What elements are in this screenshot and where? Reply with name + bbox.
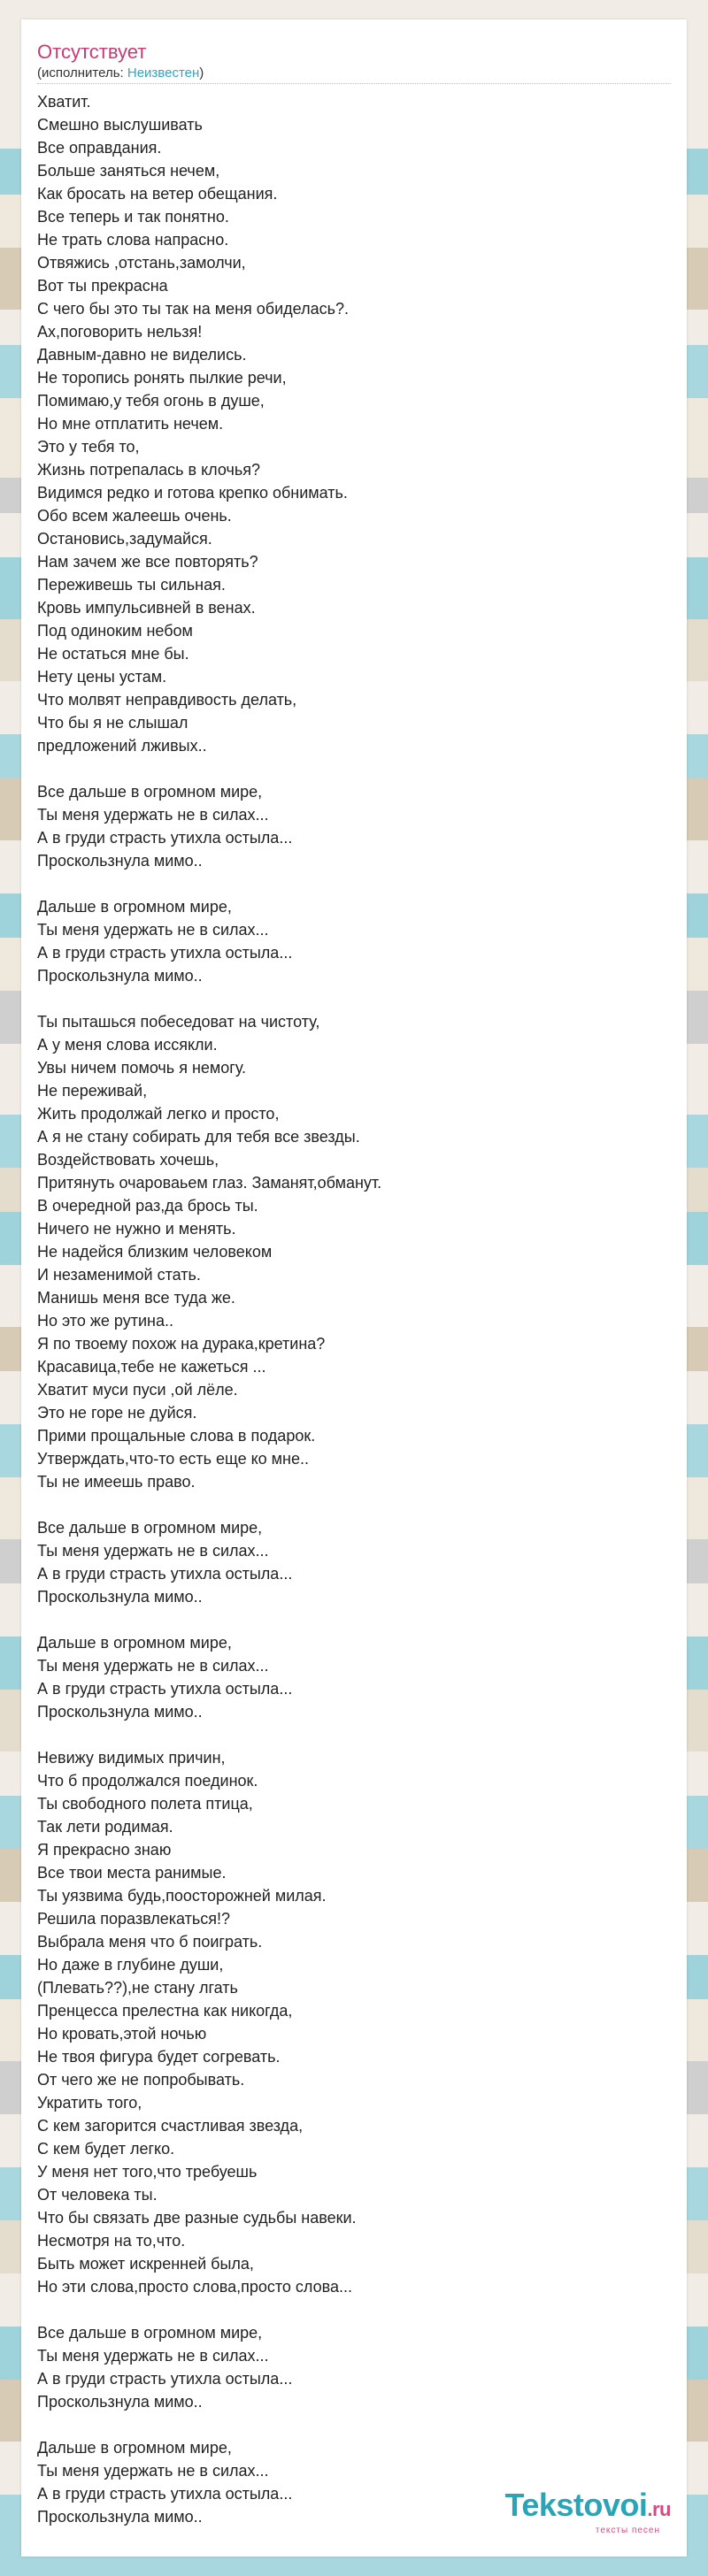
lyric-line: Не трать слова напрасно. (37, 231, 229, 249)
lyric-line: Смешно выслушивать (37, 116, 203, 134)
lyric-line: Все оправдания. (37, 139, 162, 157)
lyric-line: А я не стану собирать для тебя все звезды. (37, 1128, 360, 1146)
lyric-line: Все теперь и так понятно. (37, 208, 229, 226)
lyric-line: Что молвят неправдивость делать, (37, 691, 297, 709)
lyric-line: От чего же не попробывать. (37, 2071, 245, 2089)
lyric-line: А в груди страсть утихла остыла... (37, 1565, 293, 1583)
lyric-line: Ты пыташься побеседоват на чистоту, (37, 1013, 320, 1031)
lyric-line: Увы ничем помочь я немогу. (37, 1059, 247, 1077)
lyric-line: Ты свободного полета птица, (37, 1795, 253, 1813)
lyric-line: Ах,поговорить нельзя! (37, 323, 203, 341)
stanza-gap (37, 872, 671, 895)
lyric-line: Ты уязвима будь,поосторожней милая. (37, 1887, 327, 1905)
lyric-line: Ничего не нужно и менять. (37, 1220, 236, 1238)
lyric-line: Ты меня удержать не в силах... (37, 1657, 269, 1675)
lyric-line: Под одиноким небом (37, 622, 193, 640)
lyric-line: Не твоя фигура будет согревать. (37, 2048, 281, 2066)
lyrics-text (37, 90, 671, 2528)
lyric-line: Видимся редко и готова крепко обнимать. (37, 484, 348, 502)
lyric-line: Обо всем жалеешь очень. (37, 507, 232, 525)
lyric-line: А в груди страсть утихла остыла... (37, 2370, 293, 2388)
lyric-line: Решила поразвлекаться!? (37, 1910, 230, 1928)
song-title: Отсутствует (37, 41, 147, 63)
lyric-line: Не торопись ронять пылкие речи, (37, 369, 287, 387)
lyric-line: Нам зачем же все повторять? (37, 553, 258, 571)
lyric-line: Больше заняться нечем, (37, 162, 220, 180)
lyric-line: Это у тебя то, (37, 438, 140, 456)
lyric-line: Это не горе не дуйся. (37, 1404, 197, 1422)
lyric-line: Кровь импульсивней в венах. (37, 599, 256, 617)
lyric-line: Невижу видимых причин, (37, 1749, 226, 1767)
lyric-line: Выбрала меня что б поиграть. (37, 1933, 263, 1951)
stanza-gap (37, 757, 671, 780)
lyric-line: Не остаться мне бы. (37, 645, 189, 663)
lyric-line: Проскользнула мимо.. (37, 1588, 203, 1606)
lyric-line: Укратить того, (37, 2094, 142, 2112)
lyric-line: Все дальше в огромном мире, (37, 783, 263, 801)
lyric-line: Несмотря на то,что. (37, 2232, 186, 2250)
lyric-line: Проскользнула мимо.. (37, 852, 203, 870)
lyric-line: Ты меня удержать не в силах... (37, 1542, 269, 1560)
lyric-line: С кем загорится счастливая звезда, (37, 2117, 304, 2135)
lyric-line: Давным-давно не виделись. (37, 346, 247, 364)
stanza-gap (37, 1723, 671, 1746)
lyric-line: Манишь меня все туда же. (37, 1289, 235, 1307)
artist-prefix: (исполнитель: (37, 65, 127, 80)
lyric-line: Все дальше в огромном мире, (37, 1519, 263, 1537)
lyric-line: Что б продолжался поединок. (37, 1772, 258, 1790)
lyric-line: Что бы я не слышал (37, 714, 189, 732)
lyric-line: А в груди страсть утихла остыла... (37, 944, 293, 962)
lyric-line: Ты меня удержать не в силах... (37, 921, 269, 939)
lyric-line: А у меня слова иссякли. (37, 1036, 218, 1054)
lyric-line: Помимаю,у тебя огонь в душе, (37, 392, 265, 410)
lyric-line: Как бросать на ветер обещания. (37, 185, 278, 203)
stanza-gap (37, 1493, 671, 1516)
lyric-line: От человека ты. (37, 2186, 158, 2204)
lyric-line: Остановись,задумайся. (37, 530, 212, 548)
lyric-line: Проскользнула мимо.. (37, 2508, 203, 2526)
lyric-line: Дальше в огромном мире, (37, 1634, 232, 1652)
lyric-line: Быть может искренней была, (37, 2255, 254, 2273)
stanza-gap (37, 2413, 671, 2436)
lyric-line: Проскользнула мимо.. (37, 1703, 203, 1721)
lyric-line: предложений лживых.. (37, 737, 207, 755)
lyric-line: Отвяжись ,отстань,замолчи, (37, 254, 246, 272)
lyric-line: Ты не имеешь право. (37, 1473, 196, 1491)
lyric-line: Прими прощальные слова в подарок. (37, 1427, 316, 1445)
logo-name: Tekstovoi (504, 2487, 648, 2523)
lyric-line: Не переживай, (37, 1082, 148, 1100)
lyric-line: Жизнь потрепалась в клочья? (37, 461, 260, 479)
lyric-line: Я по твоему похож на дурака,кретина? (37, 1335, 326, 1353)
lyric-line: А в груди страсть утихла остыла... (37, 829, 293, 847)
lyric-line: Дальше в огромном мире, (37, 2439, 232, 2457)
lyric-line: А в груди страсть утихла остыла... (37, 2485, 293, 2503)
lyric-line: Но мне отплатить нечем. (37, 415, 224, 433)
lyric-line: Красавица,тебе не кажеться ... (37, 1358, 266, 1376)
logo-tagline: тексты песен (595, 2526, 660, 2535)
stanza-gap (37, 1608, 671, 1631)
lyric-line: Но даже в глубине души, (37, 1956, 224, 1974)
lyric-line: (Плевать??),не стану лгать (37, 1979, 238, 1997)
lyric-line: С кем будет легко. (37, 2140, 175, 2158)
lyrics-card (21, 19, 687, 2557)
lyric-line: Проскользнула мимо.. (37, 967, 203, 985)
lyric-line: Переживешь ты сильная. (37, 576, 226, 594)
lyric-line: Ты меня удержать не в силах... (37, 806, 269, 824)
lyric-line: Но кровать,этой ночью (37, 2025, 207, 2043)
lyric-line: Хватит муси пуси ,ой лёле. (37, 1381, 238, 1399)
lyric-line: А в груди страсть утихла остыла... (37, 1680, 293, 1698)
lyric-line: Жить продолжай легко и просто, (37, 1105, 280, 1123)
lyric-line: У меня нет того,что требуешь (37, 2163, 258, 2181)
lyric-line: Что бы связать две разные судьбы навеки. (37, 2209, 357, 2227)
lyric-line: Все дальше в огромном мире, (37, 2324, 263, 2342)
artist-line (37, 65, 204, 80)
lyric-line: Я прекрасно знаю (37, 1841, 172, 1859)
lyric-line: Все твои места ранимые. (37, 1864, 227, 1882)
stanza-gap (37, 987, 671, 1010)
artist-suffix: ) (199, 65, 204, 80)
lyric-line: И незаменимой стать. (37, 1266, 201, 1284)
site-logo[interactable] (505, 2489, 672, 2535)
lyric-line: Но эти слова,просто слова,просто слова... (37, 2278, 353, 2296)
lyric-line: Нету цены устам. (37, 668, 167, 686)
lyric-line: Притянуть очароваьем глаз. Заманят,обманут. (37, 1174, 382, 1192)
lyric-line: Хватит. (37, 93, 91, 111)
lyric-line: Пренцесса прелестна как никогда, (37, 2002, 293, 2020)
lyric-line: Воздействовать хочешь, (37, 1151, 219, 1169)
artist-link[interactable]: Неизвестен (127, 65, 200, 80)
lyric-line: Дальше в огромном мире, (37, 898, 232, 916)
lyric-line: Так лети родимая. (37, 1818, 173, 1836)
logo-domain: .ru (647, 2498, 671, 2520)
stanza-gap (37, 2298, 671, 2321)
lyric-line: В очередной раз,да брось ты. (37, 1197, 258, 1215)
lyric-line: С чего бы это ты так на меня обиделась?. (37, 300, 349, 318)
lyric-line: Ты меня удержать не в силах... (37, 2347, 269, 2365)
lyric-line: Но это же рутина.. (37, 1312, 173, 1330)
title-divider (37, 83, 671, 84)
lyric-line: Не надейся близким человеком (37, 1243, 273, 1261)
lyric-line: Утверждать,что-то есть еще ко мне.. (37, 1450, 310, 1468)
lyric-line: Ты меня удержать не в силах... (37, 2462, 269, 2480)
lyric-line: Проскользнула мимо.. (37, 2393, 203, 2411)
lyric-line: Вот ты прекрасна (37, 277, 168, 295)
